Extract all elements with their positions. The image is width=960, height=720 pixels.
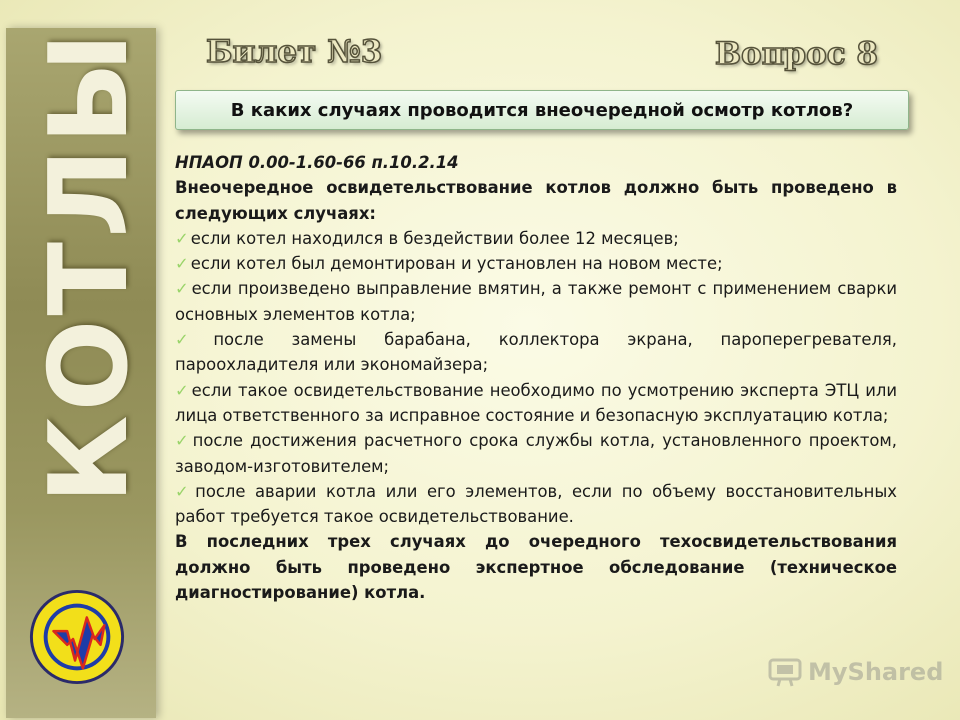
check-icon: ✓: [175, 279, 190, 299]
answer-body: [175, 150, 897, 605]
watermark-text: MyShared: [808, 658, 944, 686]
list-item-text: если котел находился в бездействии более 12 месяцев;: [190, 228, 679, 248]
list-item: [175, 251, 897, 276]
question-text: В каких случаях проводится внеочередной осмотр котлов?: [230, 99, 854, 121]
check-icon: ✓: [175, 330, 212, 350]
ticket-title: Билет №3: [206, 34, 383, 70]
intro-paragraph: Внеочередное освидетельствование котлов должно быть проведено в следующих случаях:: [175, 178, 897, 223]
check-icon: ✓: [175, 228, 189, 248]
check-icon: ✓: [175, 481, 194, 501]
watermark: [768, 654, 943, 690]
list-item: [175, 276, 897, 327]
list-item: [175, 226, 897, 251]
list-item: [175, 479, 897, 530]
list-item-text: если такое освидетельствование необходимо по усмотрению эксперта ЭТЦ или лица ответственного за исправное состояние и безопасную эксплуатацию котла;: [175, 380, 898, 425]
list-item: [175, 428, 897, 479]
list-item-text: если котел был демонтирован и установлен на новом месте;: [190, 254, 723, 274]
list-item-text: после достижения расчетного срока службы котла, установленного проектом, заводом-изготовителем;: [175, 431, 897, 476]
list-item: [175, 378, 897, 429]
list-item-text: после замены барабана, коллектора экрана, пароперегревателя, пароохладителя или экономайзера;: [175, 330, 898, 375]
regulation-reference: НПАОП 0.00-1.60-66 п.10.2.14: [175, 153, 459, 172]
list-item: [175, 327, 897, 378]
conclusion-paragraph: В последних трех случаях до очередного техосвидетельствования должно быть проведено экспертное обследование (техническое диагностирование) котла.: [175, 532, 897, 603]
question-number: Вопрос 8: [714, 36, 878, 72]
list-item-text: после аварии котла или его элементов, если по объему восстановительных работ требуется такое освидетельствование.: [175, 481, 898, 527]
check-icon: ✓: [175, 254, 189, 274]
side-title: КОТЛЫ: [27, 28, 152, 504]
check-icon: ✓: [175, 380, 190, 400]
list-item-text: если произведено выправление вмятин, а также ремонт с применением сварки основных элементов котла;: [175, 279, 898, 324]
question-banner: [175, 90, 909, 130]
check-icon: ✓: [175, 431, 191, 451]
presentation-icon: [768, 657, 802, 687]
lightning-logo-icon: [28, 588, 126, 686]
